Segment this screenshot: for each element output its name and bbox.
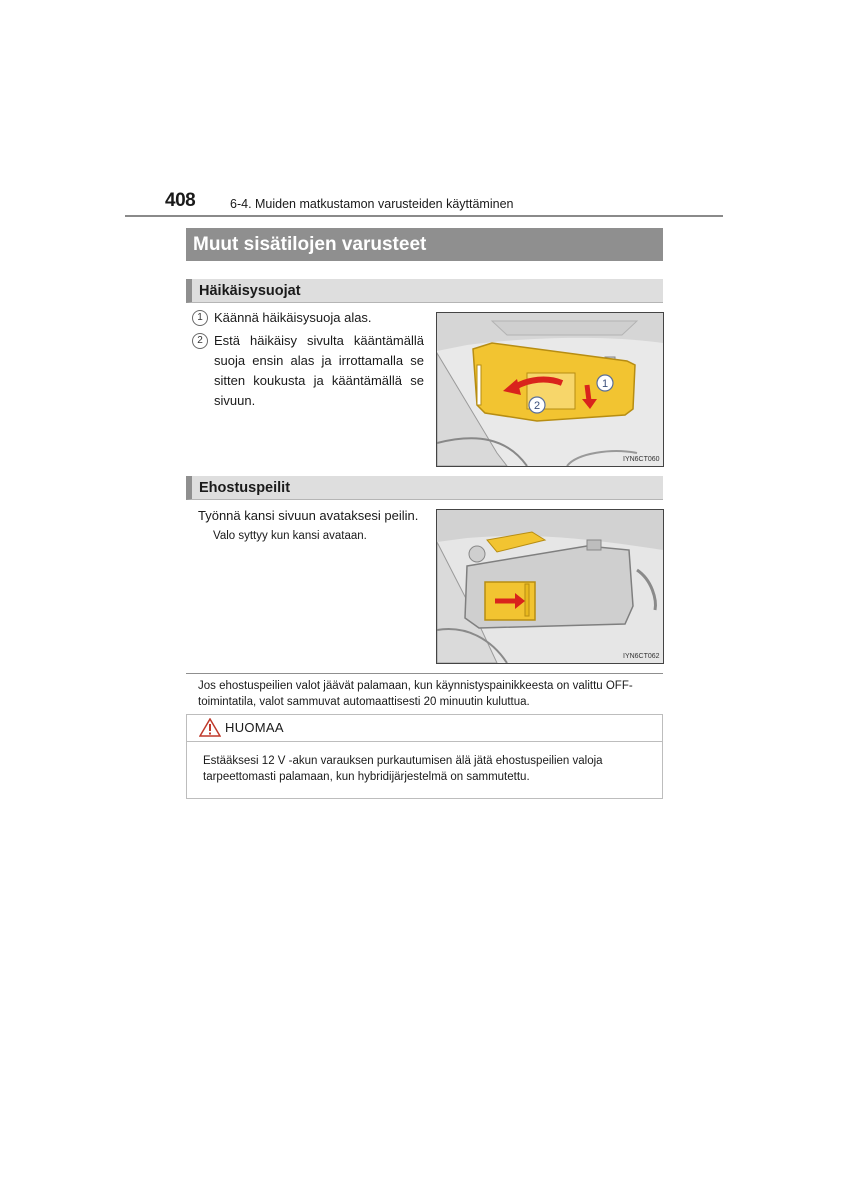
page-number: 408 xyxy=(165,190,196,211)
sun-visor-step-2 xyxy=(192,331,424,411)
step-text: Käännä häikäisysuoja alas. xyxy=(214,310,372,325)
section-reference: 6-4. Muiden matkustamon varusteiden käyttäminen xyxy=(230,197,514,211)
page-title: Muut sisätilojen varusteet xyxy=(186,228,663,261)
vanity-mirrors-heading: Ehostuspeilit xyxy=(186,476,663,500)
figure-code: IYN6CT062 xyxy=(623,653,660,660)
sun-visor-illustration xyxy=(437,313,663,466)
caution-label: HUOMAA xyxy=(225,720,284,735)
vanity-mirror-illustration xyxy=(437,510,663,663)
sun-visor-figure xyxy=(436,312,664,467)
callout-2: 2 xyxy=(533,400,541,412)
note-divider xyxy=(186,673,663,674)
vanity-mirror-instruction: Työnnä kansi sivuun avataksesi peilin. xyxy=(198,508,419,523)
sun-visors-heading: Häikäisysuojat xyxy=(186,279,663,303)
step-text: Estä häikäisy sivulta kääntämällä suoja ensin alas ja irrottamalla se sitten koukusta ja kääntämällä se sivuun. xyxy=(214,333,424,408)
vanity-mirror-figure xyxy=(436,509,664,664)
step-number: 2 xyxy=(192,333,208,349)
caution-header xyxy=(187,715,662,742)
caution-text: Estääksesi 12 V -akun varauksen purkautumisen älä jätä ehostuspeilien valoja tarpeettomasti palamaan, kun hybridijärjestelmä on sammutettu. xyxy=(203,755,603,783)
caution-box xyxy=(186,714,663,799)
figure-code: IYN6CT060 xyxy=(623,456,660,463)
header-divider xyxy=(125,215,723,217)
callout-1: 1 xyxy=(601,378,609,390)
step-number: 1 xyxy=(192,310,208,326)
warning-triangle-icon xyxy=(199,718,221,742)
vanity-mirror-note: Valo syttyy kun kansi avataan. xyxy=(213,530,367,542)
auto-off-note: Jos ehostuspeilien valot jäävät palamaan, kun käynnistyspainikkeesta on valittu OFF-toimintatila, valot sammuvat automaattisesti 20 minuutin kuluttua. xyxy=(198,680,633,708)
sun-visor-step-1 xyxy=(192,308,424,328)
